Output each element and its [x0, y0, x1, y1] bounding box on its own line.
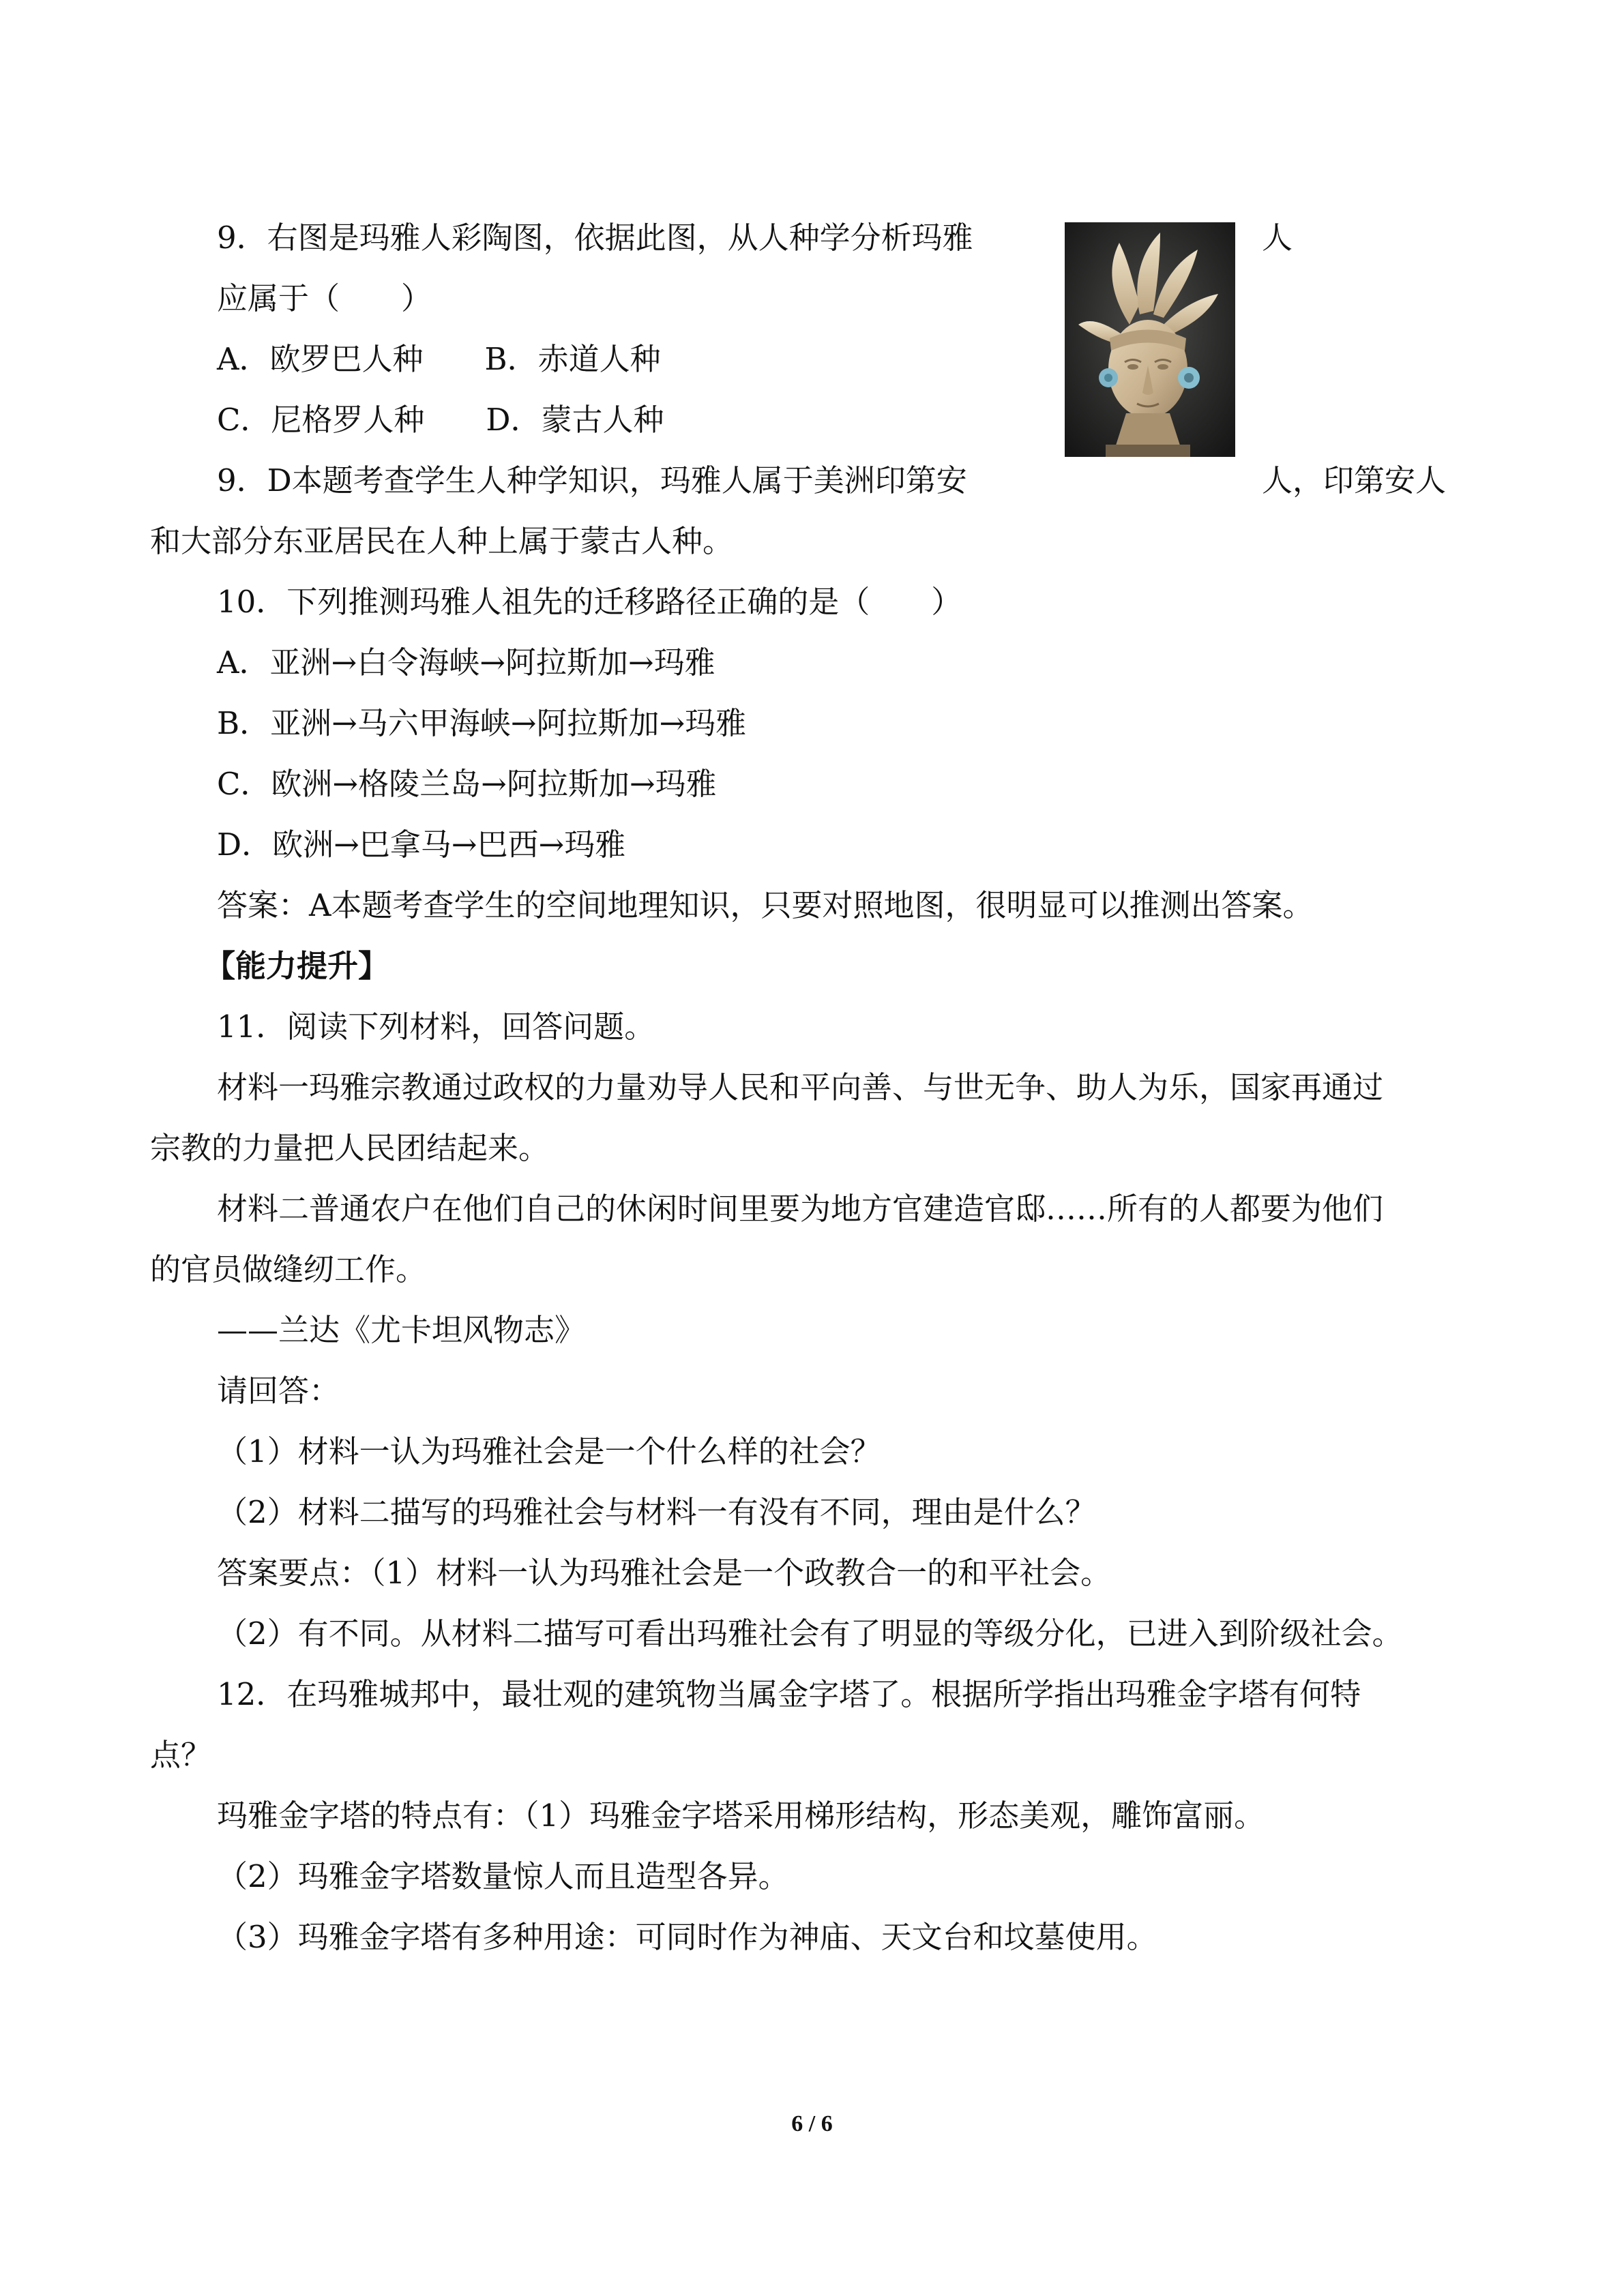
q9-answer-line1: 9．D本题考查学生人种学知识，玛雅人属于美洲印第安	[217, 462, 967, 498]
q9-answer-line2: 和大部分东亚居民在人种上属于蒙古人种。	[150, 523, 734, 559]
q9-options-cd: C．尼格罗人种 D．蒙古人种	[217, 402, 664, 438]
q9-options-ab: A．欧罗巴人种 B．赤道人种	[217, 341, 661, 377]
page-number: 6 / 6	[791, 2111, 833, 2136]
q9-stem-line2: 应属于（ ）	[217, 280, 432, 316]
q10-stem: 10．下列推测玛雅人祖先的迁移路径正确的是（ ）	[217, 584, 962, 620]
q11-material1-line2: 宗教的力量把人民团结起来。	[150, 1130, 550, 1166]
q10-option-d: D．欧洲→巴拿马→巴西→玛雅	[217, 826, 626, 863]
q11-material2-line1: 材料二普通农户在他们自己的休闲时间里要为地方官建造官邸……所有的人都要为他们	[217, 1191, 1384, 1227]
q10-option-a: A．亚洲→白令海峡→阿拉斯加→玛雅	[217, 644, 715, 681]
q10-option-c: C．欧洲→格陵兰岛→阿拉斯加→玛雅	[217, 766, 717, 802]
q12-stem-line1: 12．在玛雅城邦中，最壮观的建筑物当属金字塔了。根据所学指出玛雅金字塔有何特	[217, 1676, 1361, 1712]
q10-answer: 答案：A本题考查学生的空间地理知识，只要对照地图，很明显可以推测出答案。	[217, 887, 1314, 923]
q11-material1-line1: 材料一玛雅宗教通过政权的力量劝导人民和平向善、与世无争、助人为乐，国家再通过	[217, 1069, 1384, 1105]
q12-answer-2: （2）玛雅金字塔数量惊人而且造型各异。	[217, 1858, 789, 1894]
q10-option-b: B．亚洲→马六甲海峡→阿拉斯加→玛雅	[217, 705, 747, 741]
q12-answer-intro: 玛雅金字塔的特点有：（1）玛雅金字塔采用梯形结构，形态美观，雕饰富丽。	[217, 1798, 1265, 1834]
q11-answer-2: （2）有不同。从材料二描写可看出玛雅社会有了明显的等级分化，已进入到阶级社会。	[217, 1615, 1403, 1652]
q9-answer-line1-tail: 人，印第安人	[1262, 462, 1447, 498]
maya-pottery-illustration	[1065, 222, 1235, 457]
q11-prompt: 请回答：	[217, 1373, 340, 1409]
q11-answer-1: 答案要点：（1）材料一认为玛雅社会是一个政教合一的和平社会。	[217, 1555, 1112, 1591]
q9-stem-line1-tail: 人	[1262, 220, 1293, 256]
q11-stem: 11．阅读下列材料，回答问题。	[217, 1009, 655, 1045]
q12-answer-3: （3）玛雅金字塔有多种用途：可同时作为神庙、天文台和坟墓使用。	[217, 1919, 1157, 1955]
maya-pottery-image	[1065, 222, 1235, 457]
q11-subquestion-2: （2）材料二描写的玛雅社会与材料一有没有不同，理由是什么？	[217, 1494, 1096, 1530]
q11-source: ——兰达《尤卡坦风物志》	[217, 1312, 586, 1348]
q9-stem-line1: 9．右图是玛雅人彩陶图，依据此图，从人种学分析玛雅	[217, 220, 973, 256]
q11-subquestion-1: （1）材料一认为玛雅社会是一个什么样的社会？	[217, 1433, 881, 1470]
q11-material2-line2: 的官员做缝纫工作。	[150, 1251, 427, 1287]
section-title: 【能力提升】	[205, 948, 389, 984]
q12-stem-line2: 点？	[150, 1737, 212, 1773]
